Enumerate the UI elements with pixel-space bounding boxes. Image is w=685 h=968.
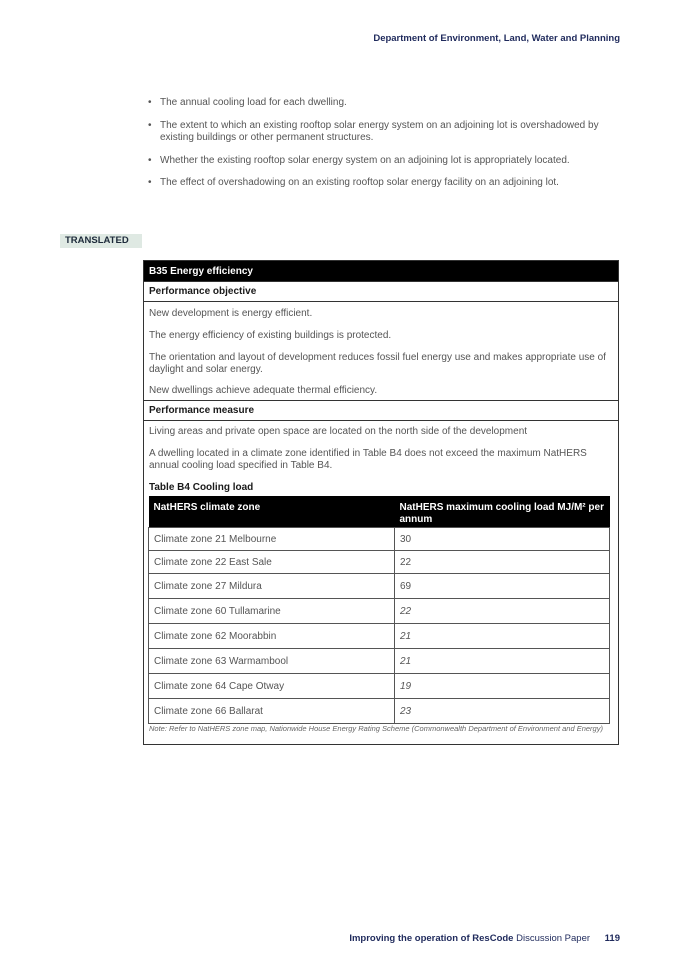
translated-badge: TRANSLATED: [60, 234, 142, 248]
table-row: [149, 528, 610, 551]
table-header-cell: NatHERS climate zone: [149, 496, 395, 528]
load-cell: 22: [395, 599, 610, 624]
zone-cell: Climate zone 63 Warmambool: [149, 649, 395, 674]
objective-label: Performance objective: [144, 281, 618, 302]
table-row: [149, 551, 610, 574]
standard-box: [143, 260, 619, 745]
list-item: • The effect of overshadowing on an existing rooftop solar energy facility on an adjoining lot.: [148, 177, 559, 188]
zone-cell: Climate zone 21 Melbourne: [149, 528, 395, 551]
load-cell: 69: [395, 574, 610, 599]
table-note: Note: Refer to NatHERS zone map, Nationwide House Energy Rating Scheme (Commonwealth Department of Environment and Energy): [149, 724, 603, 733]
zone-cell: Climate zone 62 Moorabbin: [149, 624, 395, 649]
standard-title: B35 Energy efficiency: [144, 261, 618, 281]
measure-item: A dwelling located in a climate zone identified in Table B4 does not exceed the maximum NatHERS annual cooling load specified in Table B4.: [149, 448, 587, 471]
list-item: • The extent to which an existing rooftop solar energy system on an adjoining lot is overshadowed by existing buildings or other permanent structures.: [148, 119, 599, 143]
zone-cell: Climate zone 22 East Sale: [149, 551, 395, 574]
zone-cell: Climate zone 27 Mildura: [149, 574, 395, 599]
bullet-list: [148, 97, 628, 200]
zone-cell: Climate zone 64 Cape Otway: [149, 674, 395, 699]
list-item: • The annual cooling load for each dwelling.: [148, 97, 347, 108]
load-cell: 19: [395, 674, 610, 699]
cooling-load-table: [148, 496, 610, 724]
objective-item: New development is energy efficient.: [149, 308, 313, 319]
load-cell: 21: [395, 624, 610, 649]
footer-title-rest: Discussion Paper: [516, 933, 591, 944]
table-row: [149, 674, 610, 699]
measure-label: Performance measure: [144, 400, 618, 421]
objective-item: New dwellings achieve adequate thermal efficiency.: [149, 385, 378, 396]
load-cell: 23: [395, 699, 610, 724]
table-row: [149, 699, 610, 724]
zone-cell: Climate zone 66 Ballarat: [149, 699, 395, 724]
load-cell: 21: [395, 649, 610, 674]
page-number: 119: [604, 933, 620, 944]
table-row: [149, 574, 610, 599]
table-row: [149, 624, 610, 649]
table-header-row: [149, 496, 610, 528]
load-cell: 30: [395, 528, 610, 551]
page-footer: [349, 933, 620, 944]
table-row: [149, 599, 610, 624]
measure-item: Living areas and private open space are located on the north side of the development: [149, 426, 528, 437]
list-item: • Whether the existing rooftop solar energy system on an adjoining lot is appropriately located.: [148, 154, 570, 166]
page-header-title: Department of Environment, Land, Water and Planning: [373, 33, 620, 44]
table-header-cell: NatHERS maximum cooling load MJ/M² per annum: [395, 496, 610, 528]
objective-item: The energy efficiency of existing buildings is protected.: [149, 330, 392, 341]
objective-item: The orientation and layout of development reduces fossil fuel energy use and makes appropriate use of daylight and solar energy.: [149, 352, 606, 375]
table-title: Table B4 Cooling load: [149, 482, 254, 493]
table-row: [149, 649, 610, 674]
load-cell: 22: [395, 551, 610, 574]
footer-title-bold: Improving the operation of ResCode: [349, 933, 514, 944]
zone-cell: Climate zone 60 Tullamarine: [149, 599, 395, 624]
